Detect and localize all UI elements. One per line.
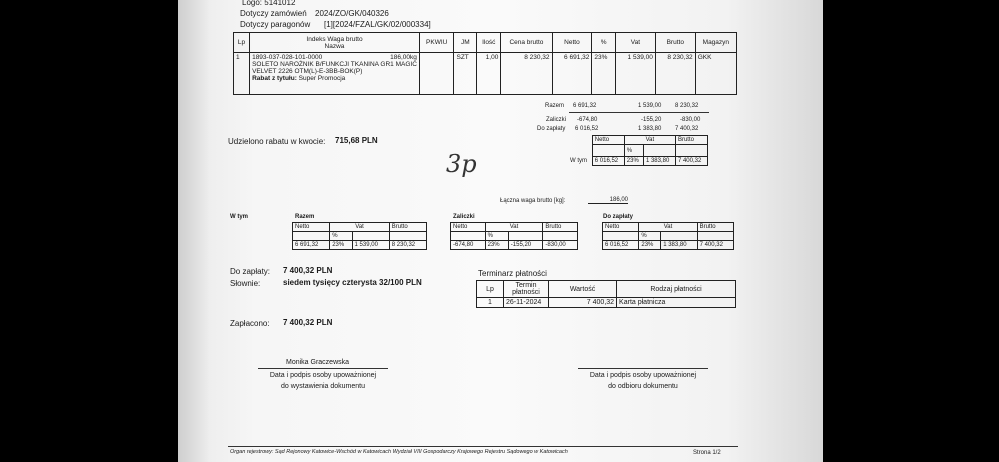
doplaty-net: 6 016,52 xyxy=(603,241,639,250)
col-index-name xyxy=(250,33,420,53)
breakdown-zaliczki-table xyxy=(450,222,578,250)
logo-number: Logo: 5141012 xyxy=(242,0,296,7)
zaliczki-gross: -830,00 xyxy=(543,241,578,250)
summary-zaliczki-net: -674,80 xyxy=(577,117,598,123)
schedule-row-type: Karta płatnicza xyxy=(617,298,736,308)
receiver-caption-1: Data i podpis osoby upoważnionej xyxy=(589,372,697,379)
razem-col-vat: Vat xyxy=(330,223,390,232)
schedule-col-term: Termin płatności xyxy=(504,281,549,298)
row-lp: 1 xyxy=(234,53,250,95)
doplaty-gross: 7 400,32 xyxy=(697,241,733,250)
col-weight: Waga brutto xyxy=(327,35,363,43)
razem-vat: 1 539,00 xyxy=(352,241,389,250)
wtym-label: W tym xyxy=(570,158,587,164)
handwritten-note: 3p xyxy=(446,150,477,178)
razem-col-net: Netto xyxy=(293,223,330,232)
summary-doplaty-net: 6 016,52 xyxy=(575,126,599,132)
row-product xyxy=(250,53,420,95)
order-label: Dotyczy zamówień xyxy=(240,9,307,18)
row-warehouse: GKK xyxy=(695,53,736,95)
breakdown-wtym-label: W tym xyxy=(230,214,248,220)
summary-razem-gross: 8 230,32 xyxy=(675,103,699,109)
doplaty-col-gross: Brutto xyxy=(697,223,733,232)
doplaty-col-net: Netto xyxy=(603,223,639,232)
summary-divider xyxy=(569,112,709,113)
footer-registry: Organ rejestrowy: Sąd Rejonowy Katowice-Wschód w Katowicach Wydział VIII Gospodarczy Krajowego Rejestru Sądowego w Katowicach xyxy=(230,449,568,455)
receipt-number: [1][2024/FZAL/GK/02/000334] xyxy=(324,20,431,29)
summary-razem-vat: 1 539,00 xyxy=(638,103,662,109)
zaliczki-col-vat: Vat xyxy=(485,223,543,232)
items-table xyxy=(233,32,737,95)
row-vat-pct: 23% xyxy=(592,53,616,95)
col-lp: Lp xyxy=(234,33,250,53)
doplaty-col-pct: % xyxy=(639,232,661,241)
col-index: Indeks xyxy=(306,35,326,43)
to-pay-value: 7 400,32 PLN xyxy=(283,266,333,275)
razem-col-pct: % xyxy=(330,232,352,241)
row-pkwiu xyxy=(419,53,454,95)
breakdown-razem-title: Razem xyxy=(295,214,315,220)
total-weight-value: 186,00 xyxy=(588,197,628,204)
words-label: Słownie: xyxy=(230,279,261,288)
doplaty-vat: 1 383,80 xyxy=(661,241,697,250)
col-vat-pct: % xyxy=(592,33,616,53)
row-name-2: VELVET 2226 OTM(L)-E-3BB-BOK(P) xyxy=(252,68,363,75)
discount-granted-label: Udzielono rabatu w kwocie: xyxy=(228,137,326,146)
schedule-col-lp: Lp xyxy=(477,281,504,298)
zaliczki-pct: 23% xyxy=(485,241,508,250)
col-pkwiu: PKWIU xyxy=(419,33,454,53)
razem-col-gross: Brutto xyxy=(389,223,426,232)
summary-zaliczki-label: Zaliczki xyxy=(546,117,567,123)
row-qty: 1,00 xyxy=(477,53,501,95)
summary-zaliczki-gross: -830,00 xyxy=(680,117,701,123)
row-net: 6 691,32 xyxy=(552,53,592,95)
row-discount-label: Rabat z tytułu: xyxy=(252,75,297,82)
zaliczki-col-net: Netto xyxy=(451,223,486,232)
row-discount-value: Super Promocja xyxy=(298,75,346,82)
wtym-vat: 1 383,80 xyxy=(643,157,675,166)
row-jm: SZT xyxy=(454,53,477,95)
col-name: Nazwa xyxy=(324,42,345,50)
issuer-caption-1: Data i podpis osoby upoważnionej xyxy=(269,372,377,379)
schedule-row-lp: 1 xyxy=(477,298,504,308)
receiver-caption-2: do odbioru dokumentu xyxy=(608,383,678,390)
schedule-col-value: Wartość xyxy=(549,281,617,298)
wtym-table xyxy=(568,135,708,166)
to-pay-label: Do zapłaty: xyxy=(230,267,271,276)
row-price: 8 230,32 xyxy=(501,53,552,95)
discount-granted-value: 715,68 PLN xyxy=(335,136,378,145)
breakdown-doplaty-title: Do zapłaty xyxy=(603,214,634,220)
col-vat: Vat xyxy=(616,33,656,53)
page-fold-shadow xyxy=(178,0,210,462)
footer-divider xyxy=(228,446,738,447)
zaliczki-vat: -155,20 xyxy=(508,241,543,250)
wtym-gross: 7 400,32 xyxy=(675,157,707,166)
schedule-col-type: Rodzaj płatności xyxy=(617,281,736,298)
wtym-col-vat: Vat xyxy=(624,136,675,145)
col-qty: Ilość xyxy=(477,33,501,53)
total-weight-label: Łączna waga brutto [kg]: xyxy=(500,198,566,204)
order-number: 2024/ZO/GK/040326 xyxy=(315,9,389,18)
schedule-row-value: 7 400,32 xyxy=(549,298,617,308)
col-net: Netto xyxy=(552,33,592,53)
wtym-net: 6 016,52 xyxy=(592,157,624,166)
zaliczki-net: -674,80 xyxy=(451,241,486,250)
invoice-page xyxy=(178,0,823,462)
col-warehouse: Magazyn xyxy=(695,33,736,53)
row-vat: 1 539,00 xyxy=(616,53,656,95)
zaliczki-col-pct: % xyxy=(485,232,508,241)
schedule-table xyxy=(476,280,736,308)
issuer-name: Monika Graczewska xyxy=(286,359,350,366)
wtym-col-net: Netto xyxy=(592,136,624,145)
paid-value: 7 400,32 PLN xyxy=(283,318,333,327)
col-price: Cena brutto xyxy=(501,33,552,53)
col-gross: Brutto xyxy=(655,33,695,53)
summary-doplaty-label: Do zapłaty xyxy=(537,126,566,132)
wtym-col-pct: % xyxy=(624,145,643,157)
row-name-1: SOLETO NAROŻNIK B/FUNKCJI TKANINA GR1 MAGIC xyxy=(252,61,417,68)
razem-pct: 23% xyxy=(330,241,352,250)
doplaty-pct: 23% xyxy=(639,241,661,250)
schedule-title: Terminarz płatności xyxy=(478,269,547,278)
receipt-label: Dotyczy paragonów xyxy=(240,20,311,29)
summary-doplaty-gross: 7 400,32 xyxy=(675,126,699,132)
issuer-caption-2: do wystawienia dokumentu xyxy=(280,383,366,390)
summary-doplaty-vat: 1 383,80 xyxy=(638,126,662,132)
razem-gross: 8 230,32 xyxy=(389,241,426,250)
receiver-signature-line xyxy=(578,368,708,369)
breakdown-razem-table xyxy=(292,222,427,250)
zaliczki-col-gross: Brutto xyxy=(543,223,578,232)
summary-razem-net: 6 691,32 xyxy=(573,103,597,109)
doplaty-col-vat: Vat xyxy=(639,223,697,232)
col-jm: JM xyxy=(454,33,477,53)
row-index: 1893-037-028-101-0000 xyxy=(252,54,323,61)
row-weight: 186,00kg xyxy=(390,54,417,61)
row-gross: 8 230,32 xyxy=(655,53,695,95)
issuer-signature-line xyxy=(258,368,388,369)
paid-label: Zapłacono: xyxy=(230,319,270,328)
words-value: siedem tysięcy czterysta 32/100 PLN xyxy=(283,278,422,287)
wtym-col-gross: Brutto xyxy=(675,136,707,145)
summary-razem-label: Razem xyxy=(545,103,565,109)
footer-page-number: Strona 1/2 xyxy=(693,450,721,456)
razem-net: 6 691,32 xyxy=(293,241,330,250)
breakdown-doplaty-table xyxy=(602,222,734,250)
summary-zaliczki-vat: -155,20 xyxy=(641,117,662,123)
breakdown-zaliczki-title: Zaliczki xyxy=(453,214,475,220)
wtym-pct: 23% xyxy=(624,157,643,166)
schedule-row-term: 26-11-2024 xyxy=(504,298,549,308)
